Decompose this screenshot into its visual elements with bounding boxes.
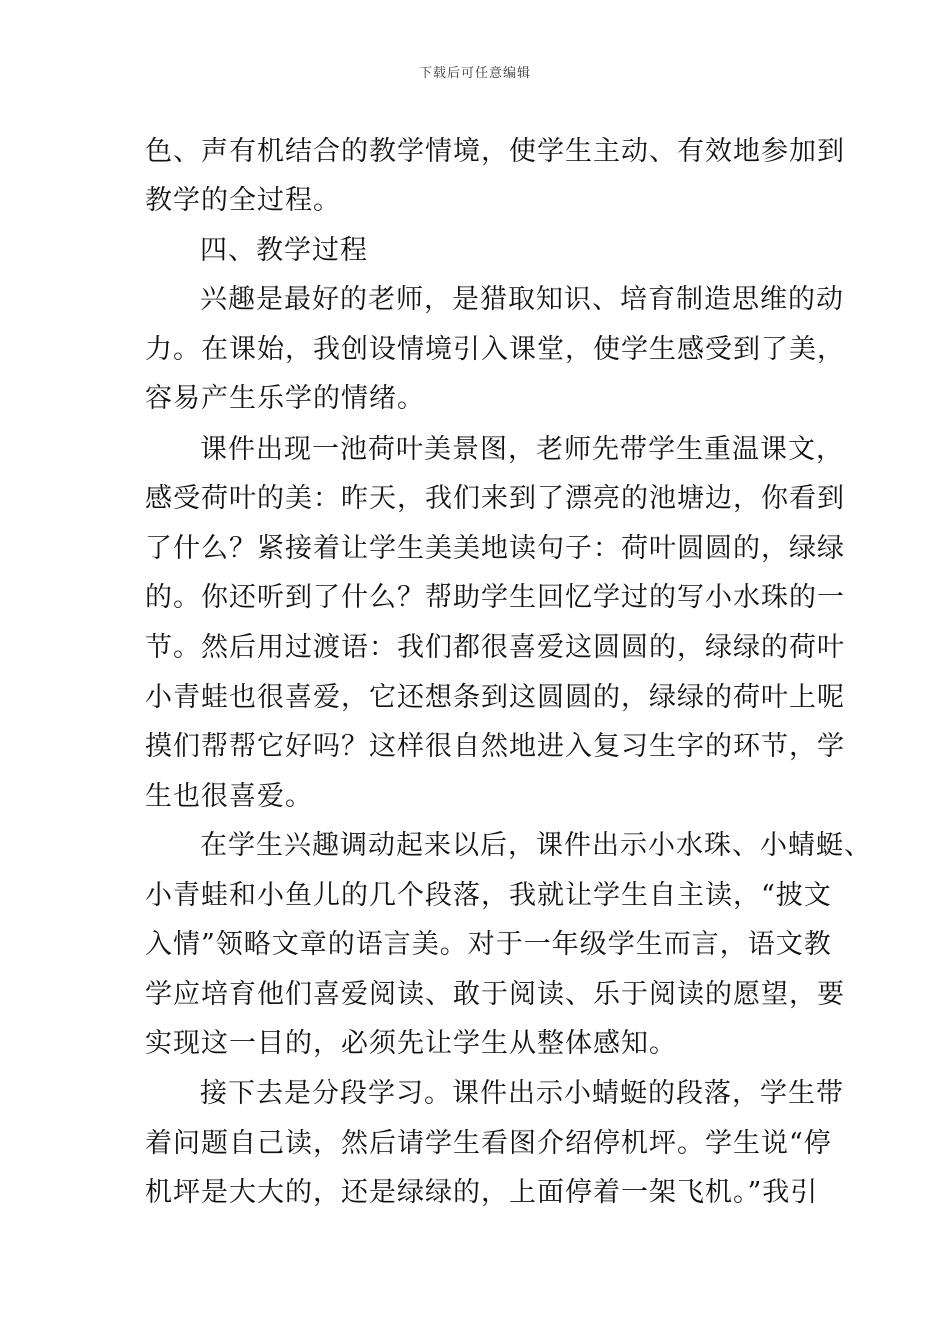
text-line: 接下去是分段学习。课件出示小蜻蜓的段落，学生带 (200, 1078, 844, 1109)
text-line: 在学生兴趣调动起来以后，课件出示小水珠、小蜻蜓、 (200, 830, 872, 861)
text-line: 生也很喜爱。 (145, 781, 313, 812)
text-line: 着问题自己读，然后请学生看图介绍停机坪。学生说“停 (145, 1128, 832, 1159)
text-line: 学应培育他们喜爱阅读、敢于阅读、乐于阅读的愿望，要 (145, 979, 845, 1010)
text-line: 色、声有机结合的教学情境，使学生主动、有效地参加到 (145, 136, 845, 167)
text-line: 教学的全过程。 (145, 185, 341, 216)
text-line: 课件出现一池荷叶美景图，老师先带学生重温课文， (200, 434, 844, 465)
text-line: 了什么？紧接着让学生美美地读句子：荷叶圆圆的，绿绿 (145, 533, 845, 564)
text-line: 小青蛙也很喜爱，它还想条到这圆圆的，绿绿的荷叶上呢 (145, 682, 845, 713)
text-line: 力。在课始，我创设情境引入课堂，使学生感受到了美， (145, 334, 845, 365)
text-line: 的。你还听到了什么？帮助学生回忆学过的写小水珠的一 (145, 582, 845, 613)
text-line: 感受荷叶的美：昨天，我们来到了漂亮的池塘边，你看到 (145, 483, 845, 514)
text-line: 实现这一目的，必须先让学生从整体感知。 (145, 1028, 677, 1059)
text-line: 容易产生乐学的情绪。 (145, 383, 425, 414)
text-line: 摸们帮帮它好吗？这样很自然地进入复习生字的环节，学 (145, 731, 845, 762)
section-heading: 四、教学过程 (200, 235, 368, 266)
text-line: 兴趣是最好的老师，是猎取知识、培育制造思维的动 (200, 284, 844, 315)
text-line: 入情”领略文章的语言美。对于一年级学生而言，语文教 (145, 929, 832, 960)
page-header: 下载后可任意编辑 (418, 66, 531, 81)
text-line: 节。然后用过渡语：我们都很喜爱这圆圆的，绿绿的荷叶 (145, 632, 845, 663)
text-line: 机坪是大大的，还是绿绿的，上面停着一架飞机。”我引 (145, 1177, 819, 1208)
text-line: 小青蛙和小鱼儿的几个段落，我就让学生自主读，“披文 (145, 880, 832, 911)
